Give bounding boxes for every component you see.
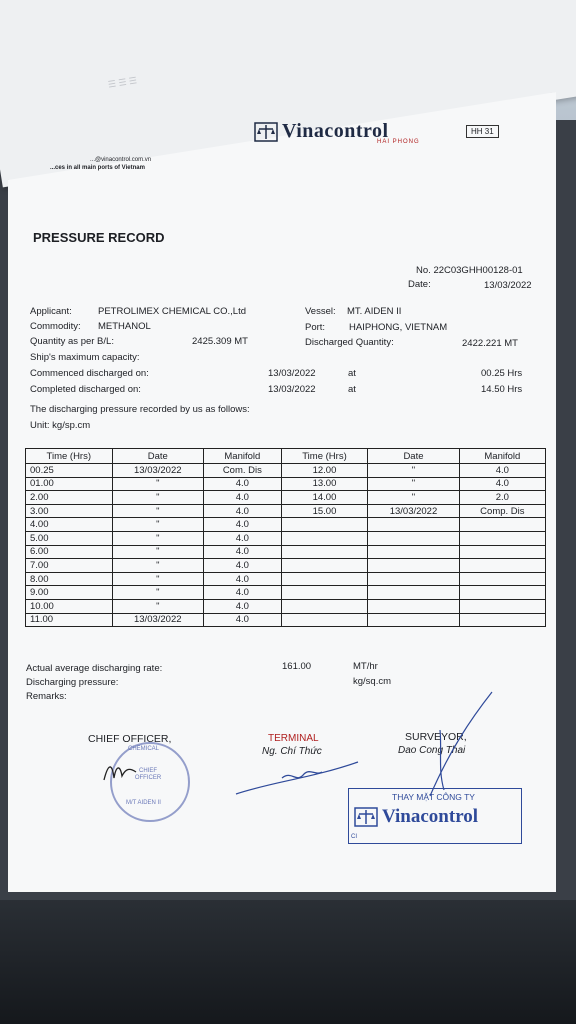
table-cell: "	[112, 586, 203, 600]
stamp-company-name: Vinacontrol	[382, 806, 479, 827]
table-cell: 6.00	[26, 545, 113, 559]
unit-text: Unit: kg/sp.cm	[30, 420, 91, 431]
company-name: Vinacontrol	[282, 120, 389, 142]
pressure-label: Discharging pressure:	[26, 677, 119, 688]
table-cell	[281, 586, 368, 600]
table-cell: 4.0	[203, 504, 281, 518]
table-body	[26, 464, 546, 627]
table-cell	[368, 531, 459, 545]
vessel-value: MT. AIDEN II	[347, 306, 402, 317]
table-cell	[368, 559, 459, 573]
table-cell: Com. Dis	[203, 464, 281, 478]
table-row	[26, 559, 546, 573]
table-cell: 14.00	[281, 491, 368, 505]
table-cell: 13/03/2022	[368, 504, 459, 518]
table-cell	[281, 531, 368, 545]
table-cell	[281, 518, 368, 532]
scales-logo-icon	[254, 122, 278, 142]
table-row	[26, 613, 546, 627]
table-row	[26, 491, 546, 505]
stamp-company	[354, 806, 478, 828]
intro-text: The discharging pressure recorded by us as follows:	[30, 404, 250, 415]
vessel-label: Vessel:	[305, 306, 336, 317]
stamp-top-text: CHEMICAL	[128, 746, 160, 752]
completed-date: 13/03/2022	[268, 384, 316, 395]
column-header: Date	[112, 449, 203, 464]
table-row	[26, 531, 546, 545]
max-capacity-label: Ship's maximum capacity:	[30, 352, 140, 363]
table-cell: 4.0	[203, 586, 281, 600]
table-cell: "	[112, 477, 203, 491]
table-cell	[368, 613, 459, 627]
table-row	[26, 545, 546, 559]
commodity-label: Commodity:	[30, 321, 81, 332]
table-cell	[459, 572, 545, 586]
terminal-label: TERMINAL	[268, 733, 319, 744]
rate-label: Actual average discharging rate:	[26, 663, 163, 674]
table-cell	[459, 531, 545, 545]
table-cell: "	[112, 545, 203, 559]
surveyor-signature	[420, 690, 510, 800]
table-row	[26, 518, 546, 532]
qty-bl-label: Quantity as per B/L:	[30, 336, 114, 347]
commenced-label: Commenced discharged on:	[30, 368, 149, 379]
stamp-bottom-text: M/T AIDEN II	[126, 800, 161, 806]
column-header: Time (Hrs)	[26, 449, 113, 464]
table-cell: 4.0	[459, 464, 545, 478]
table-cell: "	[112, 572, 203, 586]
table-cell: "	[112, 491, 203, 505]
chief-officer-label: CHIEF OFFICER,	[88, 733, 172, 745]
table-cell: 00.25	[26, 464, 113, 478]
rate-value: 161.00	[282, 661, 312, 672]
table-cell: "	[112, 504, 203, 518]
doc-date-label: Date:	[408, 279, 431, 290]
column-header: Manifold	[203, 449, 281, 464]
commodity-value: METHANOL	[98, 321, 151, 332]
doc-date-value: 13/03/2022	[484, 280, 532, 291]
table-row	[26, 477, 546, 491]
table-cell: "	[112, 599, 203, 613]
table-cell: 8.00	[26, 572, 113, 586]
table-cell: "	[368, 477, 459, 491]
company-tagline: ...ces in all main ports of Vietnam	[50, 165, 145, 171]
table-cell: 7.00	[26, 559, 113, 573]
surveyor-label: SURVEYOR,	[405, 731, 467, 743]
completed-time: 14.50 Hrs	[481, 384, 523, 395]
table-cell	[281, 613, 368, 627]
terminal-signature	[232, 760, 362, 800]
discharged-qty-label: Discharged Quantity:	[305, 337, 394, 348]
table-cell	[281, 572, 368, 586]
table-cell: 13.00	[281, 477, 368, 491]
table-cell: 13/03/2022	[112, 613, 203, 627]
table-cell: 3.00	[26, 504, 113, 518]
stamp-label: THAY MẶT CÔNG TY	[392, 792, 475, 802]
table-cell	[459, 599, 545, 613]
port-value: HAIPHONG, VIETNAM	[349, 322, 448, 333]
table-cell: 12.00	[281, 464, 368, 478]
commenced-time: 00.25 Hrs	[481, 368, 523, 379]
qty-bl-value: 2425.309 MT	[192, 336, 248, 347]
completed-label: Completed discharged on:	[30, 384, 141, 395]
commenced-at: at	[348, 368, 356, 379]
commenced-date: 13/03/2022	[268, 368, 316, 379]
table-cell: 4.0	[203, 599, 281, 613]
applicant-value: PETROLIMEX CHEMICAL CO.,Ltd	[98, 306, 246, 317]
table-cell: 4.0	[203, 613, 281, 627]
table-cell: "	[112, 518, 203, 532]
table-cell: 4.0	[203, 477, 281, 491]
table-cell	[281, 545, 368, 559]
remarks-label: Remarks:	[26, 691, 67, 702]
table-cell: 01.00	[26, 477, 113, 491]
table-row	[26, 586, 546, 600]
table-header-row	[26, 449, 546, 464]
table-cell: 4.0	[459, 477, 545, 491]
surveyor-name: Dao Cong Thai	[398, 745, 466, 756]
port-label: Port:	[305, 322, 326, 333]
table-cell: 2.00	[26, 491, 113, 505]
doc-number: No. 22C03GHH00128-01	[416, 265, 523, 276]
company-logo	[254, 120, 389, 143]
table-cell: 10.00	[26, 599, 113, 613]
discharged-qty-value: 2422.221 MT	[462, 338, 518, 349]
table-cell: 4.00	[26, 518, 113, 532]
terminal-name: Ng. Chí Thức	[262, 746, 322, 757]
table-row	[26, 464, 546, 478]
table-cell: 4.0	[203, 531, 281, 545]
branch-name: HAI PHONG	[377, 139, 420, 145]
table-cell	[281, 559, 368, 573]
desk-surface	[0, 900, 576, 1024]
page-title: PRESSURE RECORD	[33, 230, 165, 245]
table-cell: 4.0	[203, 518, 281, 532]
table-cell: "	[112, 531, 203, 545]
column-header: Manifold	[459, 449, 545, 464]
table-cell	[368, 586, 459, 600]
chief-officer-signature	[100, 758, 140, 788]
table-cell: 15.00	[281, 504, 368, 518]
table-cell: 5.00	[26, 531, 113, 545]
table-cell	[459, 613, 545, 627]
table-cell	[459, 559, 545, 573]
stamp-corner: CI	[351, 834, 357, 840]
table-row	[26, 504, 546, 518]
applicant-label: Applicant:	[30, 306, 72, 317]
table-cell: 4.0	[203, 491, 281, 505]
column-header: Time (Hrs)	[281, 449, 368, 464]
table-cell: 11.00	[26, 613, 113, 627]
rate-unit: MT/hr	[353, 661, 378, 672]
completed-at: at	[348, 384, 356, 395]
table-cell: 4.0	[203, 545, 281, 559]
pressure-table	[25, 448, 546, 627]
company-web: ...@vinacontrol.com.vn	[90, 157, 152, 163]
table-cell: "	[368, 491, 459, 505]
table-cell: Comp. Dis	[459, 504, 545, 518]
table-cell	[281, 599, 368, 613]
pressure-unit: kg/sq.cm	[353, 676, 392, 687]
table-cell	[368, 599, 459, 613]
table-cell	[368, 518, 459, 532]
table-cell	[368, 545, 459, 559]
table-cell	[459, 586, 545, 600]
table-cell: "	[368, 464, 459, 478]
stamp-center-text: CHIEF OFFICER	[134, 768, 162, 782]
table-cell: 4.0	[203, 572, 281, 586]
table-cell: 4.0	[203, 559, 281, 573]
table-cell	[368, 572, 459, 586]
bleed-text: ☰ ☰ ☰	[107, 75, 138, 90]
form-code-badge: HH 31	[466, 125, 499, 138]
table-cell: 2.0	[459, 491, 545, 505]
table-row	[26, 572, 546, 586]
table-cell: 9.00	[26, 586, 113, 600]
table-cell	[459, 545, 545, 559]
column-header: Date	[368, 449, 459, 464]
table-cell: "	[112, 559, 203, 573]
table-row	[26, 599, 546, 613]
scales-logo-icon	[354, 806, 378, 828]
table-cell: 13/03/2022	[112, 464, 203, 478]
table-cell	[459, 518, 545, 532]
